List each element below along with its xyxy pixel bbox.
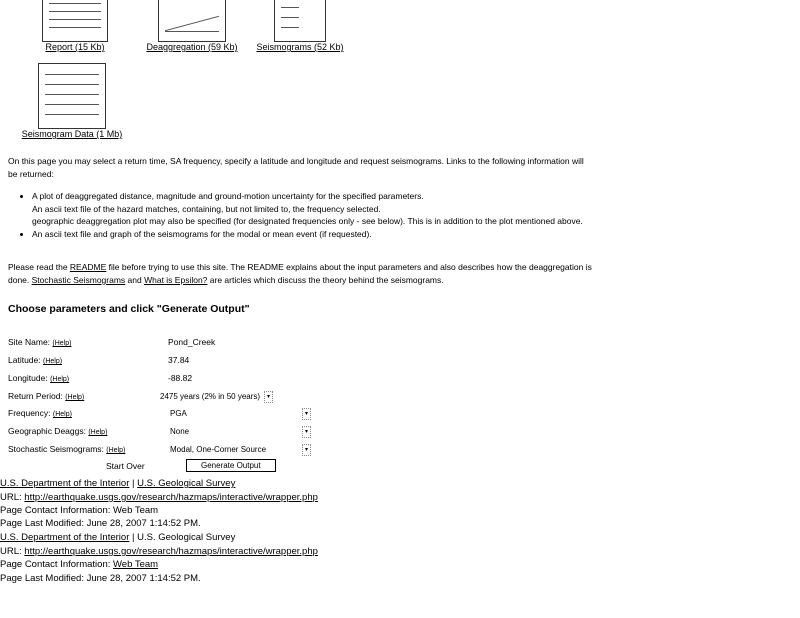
readme-link[interactable]: README <box>69 262 107 272</box>
readme-text: Please read the <box>8 262 70 272</box>
readme-text: are articles which discuss the theory behind the seismograms. <box>207 275 444 285</box>
form-heading: Choose parameters and click "Generate Output" <box>8 303 250 315</box>
site-name-value[interactable]: Pond_Creek <box>168 337 216 347</box>
footer-agency <box>0 477 235 490</box>
list-item: • An ascii text file and graph of the seismograms for the modal or mean event (if requested). <box>32 228 602 241</box>
list-item: geographic deaggregation plot may also be specified (for designated frequencies only - see below). This is in addition to the plot mentioned above. <box>32 216 583 226</box>
stochastic-seismograms-label: Stochastic Seismograms: <box>8 444 104 454</box>
web-team-link[interactable]: Web Team <box>113 559 159 570</box>
frequency-label: Frequency: <box>8 408 51 418</box>
footer-separator: | <box>129 478 138 489</box>
site-name-label: Site Name: <box>8 337 51 347</box>
seismogram-data-thumbnail[interactable] <box>10 63 134 139</box>
footer-modified: Page Last Modified: June 28, 2007 1:14:52 PM. <box>0 518 201 529</box>
dropdown-arrow-icon[interactable]: ▾ <box>302 408 311 420</box>
list-item: • A plot of deaggregated distance, magnitude and ground-motion uncertainty for the specified parameters. <box>32 190 602 203</box>
page-url-link[interactable]: http://earthquake.usgs.gov/research/hazmaps/interactive/wrapper.php <box>24 492 318 503</box>
readme-text: file before trying to use this site. The README explains about the input parameters and also describes how the deaggregation is done. <box>8 262 592 285</box>
return-period-label: Return Period: <box>8 391 63 401</box>
dropdown-arrow-icon[interactable]: ▾ <box>302 444 311 456</box>
frequency-select[interactable] <box>170 408 311 420</box>
report-link[interactable]: Report (15 Kb) <box>45 42 105 52</box>
latitude-label: Latitude: <box>8 355 41 365</box>
geographic-deaggs-label: Geographic Deaggs: <box>8 426 86 436</box>
report-thumbnail[interactable] <box>38 0 112 52</box>
help-link[interactable]: (Help) <box>106 447 126 454</box>
help-link[interactable]: (Help) <box>52 411 72 418</box>
footer-agency <box>0 531 235 544</box>
deaggregation-thumbnail[interactable] <box>140 0 244 52</box>
returned-items-list <box>20 190 602 240</box>
dropdown-arrow-icon[interactable]: ▾ <box>302 426 311 438</box>
stochastic-seismograms-select[interactable] <box>170 444 311 456</box>
geographic-deaggs-value: None <box>170 427 190 437</box>
generate-output-button[interactable]: Generate Output <box>186 459 276 472</box>
help-link[interactable]: (Help) <box>50 376 70 383</box>
deaggregation-image[interactable] <box>158 0 226 42</box>
seismogram-data-image[interactable] <box>38 63 106 129</box>
interior-link[interactable]: U.S. Department of the Interior <box>0 478 130 489</box>
dropdown-arrow-icon[interactable]: ▾ <box>264 391 273 403</box>
help-link[interactable]: (Help) <box>88 429 108 436</box>
footer-url <box>0 545 318 558</box>
contact-label: Page Contact Information: <box>0 559 114 570</box>
seismograms-image[interactable] <box>274 0 326 42</box>
geographic-deaggs-select[interactable] <box>170 426 311 438</box>
footer-contact <box>0 558 158 571</box>
stochastic-seismograms-value: Modal, One-Corner Source <box>170 445 267 455</box>
footer-url <box>0 491 318 504</box>
return-period-value: 2475 years (2% in 50 years) <box>160 392 261 402</box>
latitude-value[interactable]: 37.84 <box>168 355 190 365</box>
frequency-value: PGA <box>170 409 187 419</box>
stochastic-seismograms-link[interactable]: Stochastic Seismograms <box>31 275 126 285</box>
url-label: URL: <box>0 492 25 503</box>
readme-paragraph <box>8 261 593 287</box>
help-link[interactable]: (Help) <box>52 340 72 347</box>
help-link[interactable]: (Help) <box>65 394 85 401</box>
start-over-button[interactable]: Start Over <box>106 461 145 471</box>
help-link[interactable]: (Help) <box>43 358 63 365</box>
seismograms-link[interactable]: Seismograms (52 Kb) <box>256 42 344 52</box>
usgs-text: U.S. Geological Survey <box>137 532 236 543</box>
seismograms-thumbnail[interactable] <box>250 0 350 52</box>
list-item: An ascii text file of the hazard matches, containing, but not limited to, the frequency selected. <box>32 203 381 214</box>
footer-contact: Page Contact Information: Web Team <box>0 505 159 516</box>
deaggregation-link[interactable]: Deaggregation (59 Kb) <box>146 42 238 52</box>
readme-text: and <box>125 275 145 285</box>
page-url-link[interactable]: http://earthquake.usgs.gov/research/hazmaps/interactive/wrapper.php <box>24 546 318 557</box>
footer-separator: | <box>129 532 138 543</box>
longitude-label: Longitude: <box>8 373 48 383</box>
report-image[interactable] <box>42 0 108 42</box>
seismogram-data-link[interactable]: Seismogram Data (1 Mb) <box>21 129 123 139</box>
footer-modified: Page Last Modified: June 28, 2007 1:14:52 PM. <box>0 573 201 584</box>
usgs-link[interactable]: U.S. Geological Survey <box>137 478 236 489</box>
intro-text: On this page you may select a return time, SA frequency, specify a latitude and longitude and request seismograms. Links to the following information will be returned: <box>8 156 584 179</box>
interior-link[interactable]: U.S. Department of the Interior <box>0 532 130 543</box>
return-period-select[interactable] <box>160 391 273 403</box>
url-label: URL: <box>0 546 25 557</box>
epsilon-link[interactable]: What is Epsilon? <box>144 275 208 285</box>
longitude-value[interactable]: -88.82 <box>168 373 193 383</box>
